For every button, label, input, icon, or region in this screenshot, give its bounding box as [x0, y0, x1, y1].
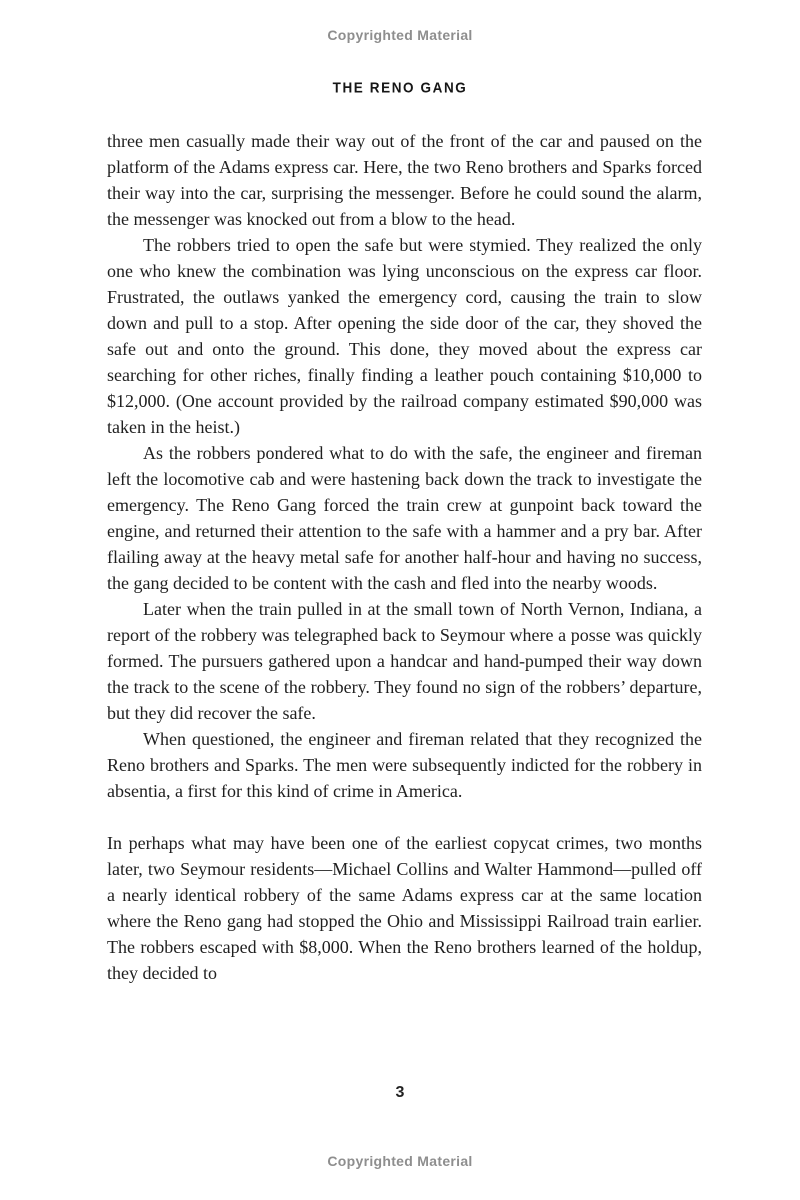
body-paragraph: three men casually made their way out of the front of the car and paused on the platform of the Adams express car. Here, the two Reno brothers and Sparks forced their way into the car, surprising the messenger. Before he could sound the alarm, the messenger was knocked out from a blow to the head.	[107, 131, 702, 229]
body-paragraph: As the robbers pondered what to do with the safe, the engineer and fireman left the locomotive cab and were hastening back down the track to investigate the emergency. The Reno Gang forced the train crew at gunpoint back toward the engine, and returned their attention to the safe with a hammer and a pry bar. After flailing away at the heavy metal safe for another half-hour and having no success, the gang decided to be content with the cash and fled into the nearby woods.	[107, 443, 702, 593]
copyright-notice-top: Copyrighted Material	[327, 27, 473, 43]
body-paragraph: Later when the train pulled in at the small town of North Vernon, Indiana, a report of the robbery was telegraphed back to Seymour where a posse was quickly formed. The pursuers gathered upon a handcar and hand-pumped their way down the track to the scene of the robbery. They found no sign of the robbers’ departure, but they did recover the safe.	[107, 599, 702, 723]
copyright-notice-bottom: Copyrighted Material	[327, 1153, 473, 1169]
body-paragraph: The robbers tried to open the safe but were stymied. They realized the only one who knew the combination was lying unconscious on the express car floor. Frustrated, the outlaws yanked the emergency cord, causing the train to slow down and pull to a stop. After opening the side door of the car, they shoved the safe out and onto the ground. This done, they moved about the express car searching for other riches, finally finding a leather pouch containing $10,000 to $12,000. (One account provided by the railroad company estimated $90,000 was taken in the heist.)	[107, 235, 702, 437]
body-paragraph: When questioned, the engineer and fireman related that they recognized the Reno brothers and Sparks. The men were subsequently indicted for the robbery in absentia, a first for this kind of crime in America.	[107, 729, 702, 801]
running-head: THE RENO GANG	[332, 79, 468, 96]
page-number: 3	[395, 1084, 405, 1101]
body-paragraph: In perhaps what may have been one of the earliest copycat crimes, two months later, two Seymour residents—Michael Collins and Walter Hammond—pulled off a nearly identical robbery of the same Adams express car at the same location where the Reno gang had stopped the Ohio and Mississippi Railroad train earlier. The robbers escaped with $8,000. When the Reno brothers learned of the holdup, they decided to	[107, 833, 702, 983]
body-text	[107, 128, 702, 986]
